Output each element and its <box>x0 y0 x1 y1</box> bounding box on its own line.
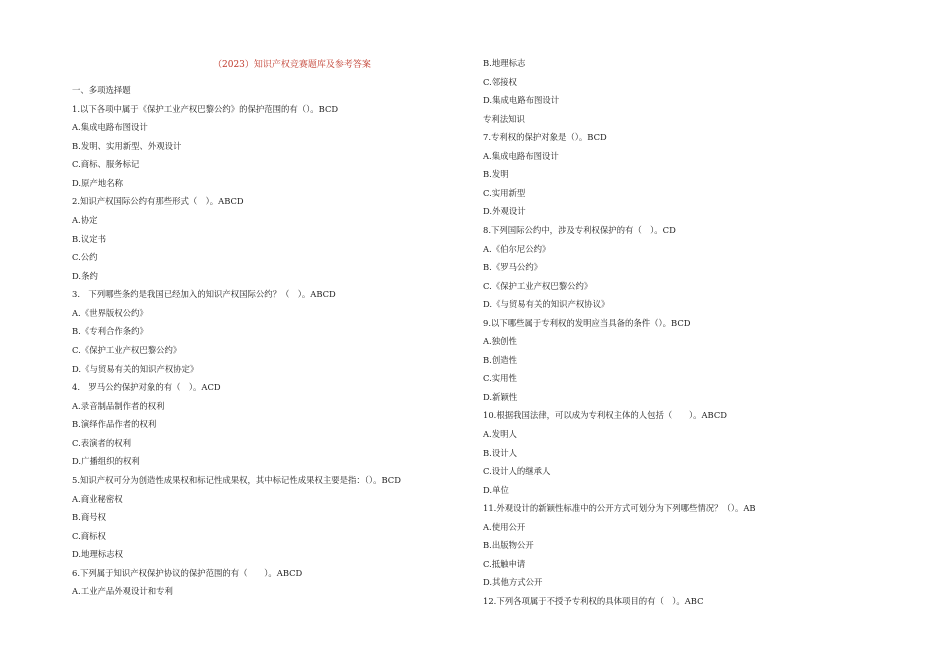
text-line: 2.知识产权国际公约有那些形式（ ）。ABCD <box>72 196 244 207</box>
text-line: A.发明人 <box>483 429 517 439</box>
text-line: 10.根据我国法律，可以成为专利权主体的人包括（ ）。ABCD <box>483 410 727 421</box>
text-line: 6.下列属于知识产权保护协议的保护范围的有（ ）。ABCD <box>72 567 303 578</box>
text-line: C.商标、服务标记 <box>72 159 140 170</box>
text-line: C.商标权 <box>72 530 106 541</box>
text-line: C.表演者的权利 <box>72 437 132 448</box>
text-line: C.公约 <box>72 252 98 263</box>
text-line: 1.以下各项中属于《保护工业产权巴黎公约》的保护范围的有（）。BCD <box>72 103 339 114</box>
text-line: D.集成电路布图设计 <box>483 95 560 106</box>
text-line: 12.下列各项属于不授予专利权的具体项目的有（ ）。ABC <box>483 595 704 606</box>
text-line: B.演绎作品作者的权利 <box>72 419 157 430</box>
text-line: 4. 罗马公约保护对象的有（ ）。ACD <box>72 382 221 393</box>
text-line: 5.知识产权可分为创造性成果权和标记性成果权，其中标记性成果权主要是指：（）。BCD <box>72 474 401 485</box>
text-line: D.《与贸易有关的知识产权协议》 <box>483 299 610 310</box>
text-line: D.新颖性 <box>483 391 518 402</box>
text-line: D.原产地名称 <box>72 177 123 188</box>
text-line: D.外观设计 <box>483 206 526 217</box>
text-line: 8.下列国际公约中，涉及专利权保护的有（ ）。CD <box>483 224 676 235</box>
text-line: D.单位 <box>483 484 509 495</box>
text-line: D.广播组织的权利 <box>72 456 140 467</box>
document-title: （2023）知识产权竞赛题库及参考答案 <box>213 60 371 70</box>
text-line: C.实用性 <box>483 373 517 384</box>
text-line: A.独创性 <box>483 336 517 347</box>
text-line: B.发明、实用新型、外观设计 <box>72 140 182 151</box>
text-line: A.使用公开 <box>483 521 526 532</box>
text-line: A.集成电路布图设计 <box>72 122 148 133</box>
text-line: 3. 下列哪些条约是我国已经加入的知识产权国际公约？（ ）。ABCD <box>72 289 336 300</box>
text-line: 9.以下哪些属于专利权的发明应当具备的条件（）。BCD <box>483 317 691 328</box>
text-line: D.条约 <box>72 270 98 281</box>
text-line: B.创造性 <box>483 354 517 365</box>
text-line: B.出版物公开 <box>483 540 534 551</box>
text-line: A.协定 <box>72 214 98 225</box>
text-line: C.抵触申请 <box>483 558 526 569</box>
text-line: C.实用新型 <box>483 187 526 198</box>
text-line: B.发明 <box>483 169 509 180</box>
text-line: 11.外观设计的新颖性标准中的公开方式可划分为下列哪些情况？（）。AB <box>483 503 756 514</box>
text-line: D.《与贸易有关的知识产权协定》 <box>72 363 199 374</box>
text-line: C.邻接权 <box>483 76 517 87</box>
text-line: C.设计人的继承人 <box>483 466 551 477</box>
text-line: B.设计人 <box>483 447 517 458</box>
text-line: B.商号权 <box>72 512 106 523</box>
text-line: A.工业产品外观设计和专利 <box>72 586 173 597</box>
text-line: A.集成电路布图设计 <box>483 150 559 161</box>
text-line: A.《世界版权公约》 <box>72 307 148 318</box>
text-line: C.《保护工业产权巴黎公约》 <box>483 280 593 291</box>
text-line: D.其他方式公开 <box>483 577 543 588</box>
text-line: B.《专利合作条约》 <box>72 326 148 337</box>
text-line: 一、多项选择题 <box>72 85 131 95</box>
text-line: 7.专利权的保护对象是（）。BCD <box>483 132 607 143</box>
text-line: A.商业秘密权 <box>72 493 123 504</box>
text-line: A.《伯尔尼公约》 <box>483 243 551 254</box>
text-line: B.《罗马公约》 <box>483 262 543 273</box>
text-line: 专利法知识 <box>483 113 525 124</box>
text-line: C.《保护工业产权巴黎公约》 <box>72 344 182 355</box>
text-line: D.地理标志权 <box>72 549 123 560</box>
text-line: A.录音制品制作者的权利 <box>72 400 165 411</box>
text-line: B.地理标志 <box>483 58 526 68</box>
text-line: B.议定书 <box>72 233 106 244</box>
